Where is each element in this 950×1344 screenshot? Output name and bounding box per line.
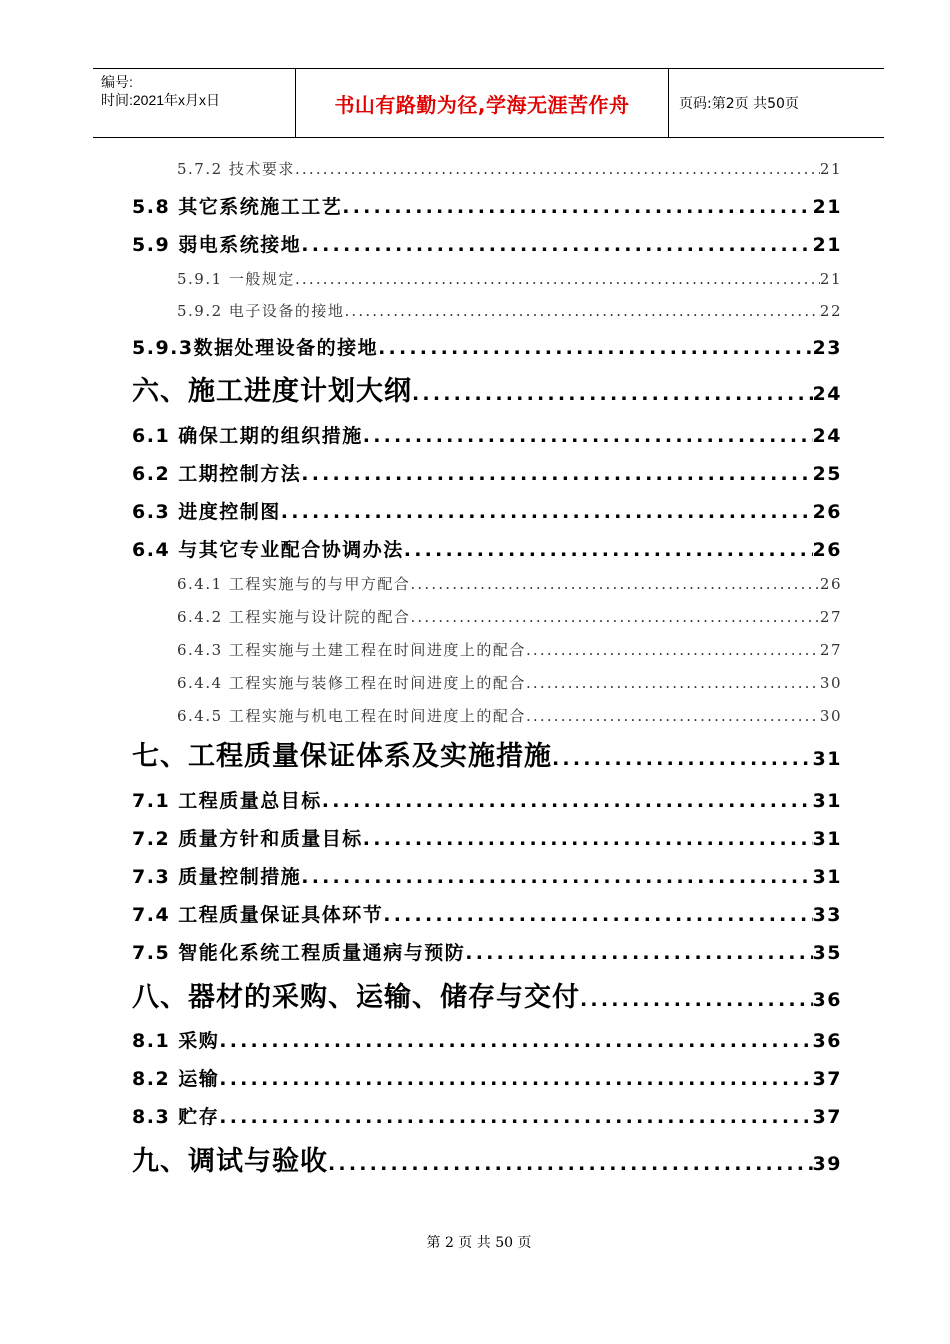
toc-entry-title: 8.3 贮存 xyxy=(132,1106,220,1128)
toc-entry[interactable] xyxy=(132,1139,842,1178)
toc-entry[interactable] xyxy=(177,268,842,289)
header-page-cell xyxy=(669,69,884,137)
toc-entry[interactable] xyxy=(177,573,842,594)
toc-entry-title: 5.9 弱电系统接地 xyxy=(132,234,302,256)
toc-entry-title: 8.1 采购 xyxy=(132,1030,220,1052)
toc-entry-title: 6.4.5 工程实施与机电工程在时间进度上的配合 xyxy=(177,707,526,725)
toc-entry-page: 31 xyxy=(812,790,842,812)
toc-leader-dots xyxy=(301,866,812,888)
toc-entry[interactable] xyxy=(132,938,842,965)
document-number-label: 编号: xyxy=(101,74,133,90)
toc-entry-page: 27 xyxy=(819,641,842,659)
toc-entry-title: 8.2 运输 xyxy=(132,1068,220,1090)
toc-leader-dots xyxy=(526,641,820,659)
toc-entry-title: 6.4.4 工程实施与装修工程在时间进度上的配合 xyxy=(177,674,526,692)
toc-entry[interactable] xyxy=(132,459,842,486)
toc-entry[interactable] xyxy=(177,606,842,627)
toc-entry-title: 6.4 与其它专业配合协调办法 xyxy=(132,539,404,561)
toc-entry-title: 九、调试与验收 xyxy=(132,1146,328,1177)
toc-entry[interactable] xyxy=(177,300,842,321)
header-motto: 书山有路勤为径,学海无涯苦作舟 xyxy=(334,92,630,117)
toc-entry-title: 5.9.1 一般规定 xyxy=(177,270,295,288)
toc-entry[interactable] xyxy=(132,1064,842,1091)
toc-entry[interactable] xyxy=(177,639,842,660)
toc-leader-dots xyxy=(363,828,813,850)
toc-entry-title: 6.1 确保工期的组织措施 xyxy=(132,425,363,447)
toc-entry-title: 八、器材的采购、运输、储存与交付 xyxy=(132,982,580,1013)
toc-entry[interactable] xyxy=(132,786,842,813)
toc-entry[interactable] xyxy=(132,192,842,219)
toc-leader-dots xyxy=(295,160,820,178)
toc-entry-page: 33 xyxy=(812,904,842,926)
toc-leader-dots xyxy=(383,904,812,926)
toc-entry[interactable] xyxy=(132,369,842,408)
toc-entry-title: 7.3 质量控制措施 xyxy=(132,866,302,888)
toc-entry-page: 21 xyxy=(819,270,842,288)
toc-leader-dots xyxy=(378,337,812,359)
toc-leader-dots xyxy=(322,790,813,812)
toc-entry-page: 36 xyxy=(812,989,842,1011)
toc-entry-page: 37 xyxy=(812,1106,842,1128)
toc-entry-page: 35 xyxy=(812,942,842,964)
toc-leader-dots xyxy=(344,302,819,320)
toc-leader-dots xyxy=(301,463,812,485)
toc-leader-dots xyxy=(363,425,813,447)
header-page-info: 页码:第2页 共50页 xyxy=(679,96,799,112)
toc-entry-page: 26 xyxy=(812,501,842,523)
toc-entry-title: 6.4.2 工程实施与设计院的配合 xyxy=(177,608,411,626)
toc-entry-page: 22 xyxy=(819,302,842,320)
toc-leader-dots xyxy=(410,608,819,626)
toc-entry-page: 31 xyxy=(812,748,842,770)
toc-leader-dots xyxy=(301,234,812,256)
toc-leader-dots xyxy=(295,270,820,288)
toc-entry-title: 6.4.3 工程实施与土建工程在时间进度上的配合 xyxy=(177,641,526,659)
toc-entry-page: 24 xyxy=(812,383,842,405)
toc-entry-title: 6.3 进度控制图 xyxy=(132,501,281,523)
toc-leader-dots xyxy=(552,748,813,770)
toc-leader-dots xyxy=(526,707,820,725)
toc-entry-title: 7.4 工程质量保证具体环节 xyxy=(132,904,384,926)
toc-entry-page: 21 xyxy=(812,196,842,218)
toc-entry-page: 37 xyxy=(812,1068,842,1090)
toc-entry[interactable] xyxy=(177,158,842,179)
toc-leader-dots xyxy=(342,196,812,218)
toc-leader-dots xyxy=(412,383,813,405)
toc-entry-page: 27 xyxy=(819,608,842,626)
toc-entry-page: 21 xyxy=(812,234,842,256)
toc-entry-page: 31 xyxy=(812,866,842,888)
toc-entry[interactable] xyxy=(177,705,842,726)
toc-entry[interactable] xyxy=(177,672,842,693)
toc-leader-dots xyxy=(526,674,820,692)
toc-leader-dots xyxy=(219,1068,812,1090)
toc-leader-dots xyxy=(404,539,813,561)
toc-leader-dots xyxy=(219,1106,812,1128)
toc-leader-dots xyxy=(410,575,819,593)
toc-entry-title: 6.4.1 工程实施与的与甲方配合 xyxy=(177,575,411,593)
toc-entry-title: 六、施工进度计划大纲 xyxy=(132,376,412,407)
toc-entry[interactable] xyxy=(132,824,842,851)
document-time-label: 时间:2021年x月x日 xyxy=(101,92,221,108)
toc-entry-page: 26 xyxy=(819,575,842,593)
toc-entry-title: 7.1 工程质量总目标 xyxy=(132,790,322,812)
toc-entry[interactable] xyxy=(132,900,842,927)
toc-entry-page: 24 xyxy=(812,425,842,447)
toc-entry-page: 39 xyxy=(812,1153,842,1175)
toc-entry-page: 21 xyxy=(819,160,842,178)
toc-entry-page: 30 xyxy=(819,707,842,725)
toc-leader-dots xyxy=(580,989,813,1011)
page-header xyxy=(93,68,884,138)
toc-entry[interactable] xyxy=(132,1026,842,1053)
toc-entry-page: 26 xyxy=(812,539,842,561)
toc-entry-title: 7.2 质量方针和质量目标 xyxy=(132,828,363,850)
toc-entry-page: 23 xyxy=(812,337,842,359)
toc-entry[interactable] xyxy=(132,535,842,562)
toc-entry-title: 7.5 智能化系统工程质量通病与预防 xyxy=(132,942,466,964)
toc-entry-page: 31 xyxy=(812,828,842,850)
toc-entry[interactable] xyxy=(132,975,842,1014)
toc-entry[interactable] xyxy=(132,333,842,360)
toc-entry-title: 5.9.2 电子设备的接地 xyxy=(177,302,345,320)
toc-entry-title: 5.9.3数据处理设备的接地 xyxy=(132,337,379,359)
toc-entry[interactable] xyxy=(132,230,842,257)
toc-entry-title: 6.2 工期控制方法 xyxy=(132,463,302,485)
header-info-cell xyxy=(93,69,295,137)
toc-leader-dots xyxy=(281,501,813,523)
page-footer: 第 2 页 共 50 页 xyxy=(426,1235,532,1251)
toc-entry-title: 5.7.2 技术要求 xyxy=(177,160,295,178)
toc-leader-dots xyxy=(465,942,812,964)
toc-entry[interactable] xyxy=(132,862,842,889)
toc-entry-page: 36 xyxy=(812,1030,842,1052)
toc-entry-title: 5.8 其它系统施工工艺 xyxy=(132,196,343,218)
toc-entry[interactable] xyxy=(132,421,842,448)
toc-entry[interactable] xyxy=(132,1102,842,1129)
toc-entry[interactable] xyxy=(132,734,842,773)
toc-entry-page: 30 xyxy=(819,674,842,692)
toc-entry-title: 七、工程质量保证体系及实施措施 xyxy=(132,741,552,772)
toc-leader-dots xyxy=(328,1153,813,1175)
toc-entry[interactable] xyxy=(132,497,842,524)
toc-entry-page: 25 xyxy=(812,463,842,485)
header-motto-cell xyxy=(295,69,669,137)
toc-leader-dots xyxy=(219,1030,812,1052)
